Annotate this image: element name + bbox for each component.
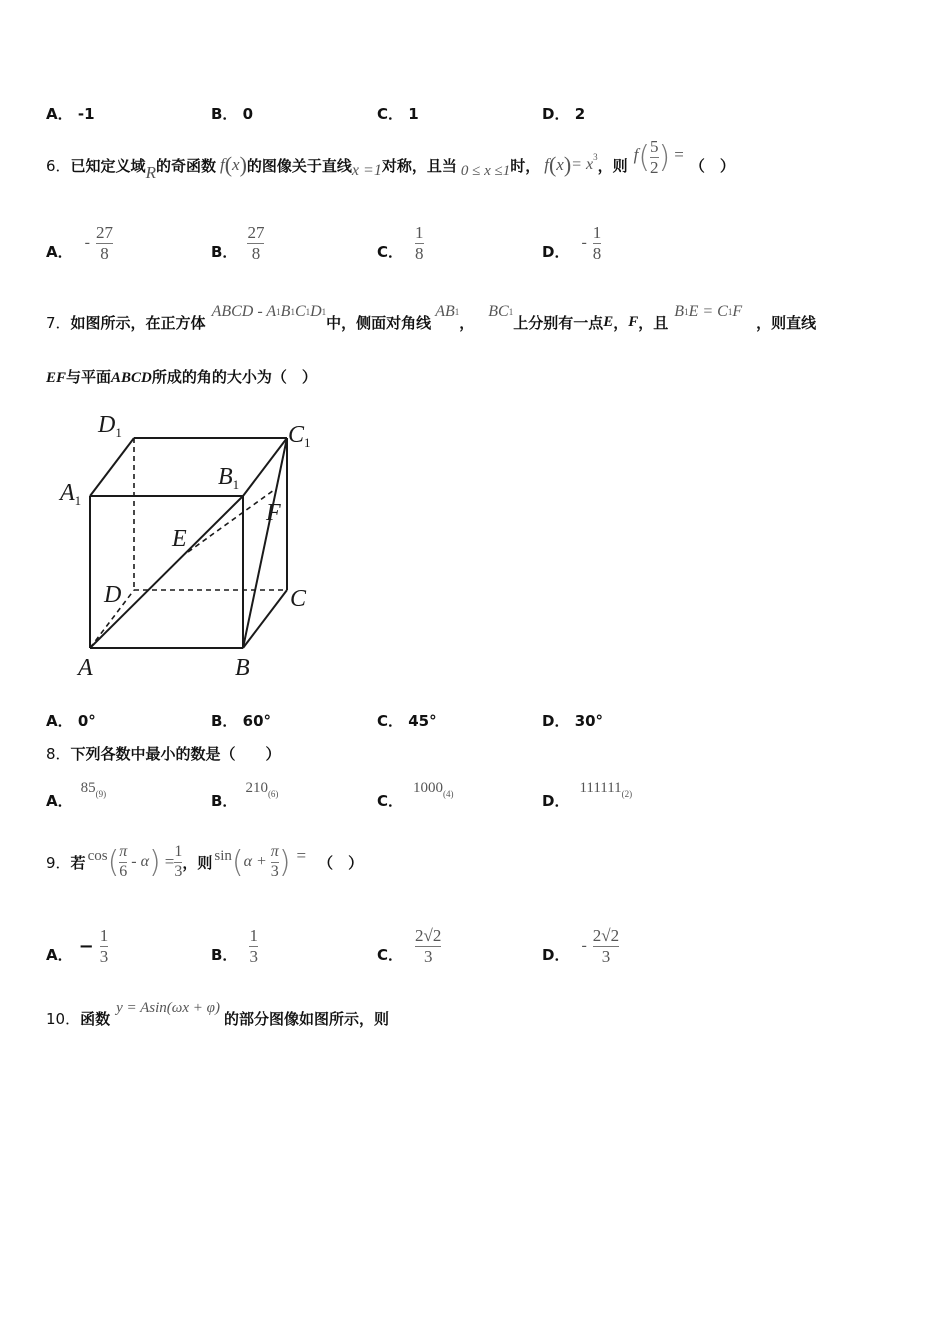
q9-stem: 9． 若 cos ( $\frac{\pi}{6}$ - α ) = $\frac{1}{3}$ ，则 sin ( α + $\frac{\pi}{3}$ ) = （ ） <box>46 843 364 880</box>
segment-ef <box>188 490 274 552</box>
q9-option-b: B． $\frac{1}{3}$ <box>211 925 258 966</box>
q7-option-b: B． 60° <box>211 712 272 730</box>
q7-stem: 7． 如图所示，在正方体 ABCD - A 1 B 1 C 1 D 1 中，侧面对角线 AB 1 ， BC 1 上分别有一点 E ， F ，且 B 1 E = C 1 F ，则直线 <box>46 303 817 332</box>
q6-option-c: C． $\frac{1}{8}$ <box>377 222 424 263</box>
q8-option-d: D．$111111_{(2)}$ <box>542 780 633 810</box>
q5-option-c: C． 1 <box>377 105 419 123</box>
q5-option-a: A． -1 <box>46 105 95 123</box>
q6-stem: 6． 已知定义域 R 的奇函数 f ( x ) 的图像关于直线 x =1 对称，且当 0 ≤ x ≤1 时， f ( x ) = x 3 ，则 f ( $\frac{5}{2}$ ) = （ ） <box>46 136 735 182</box>
q8-option-c: C．$1000_{(4)}$ <box>377 780 454 810</box>
diagonal-ab1 <box>90 496 243 648</box>
cube-figure <box>50 400 340 690</box>
label-c: C <box>290 586 307 612</box>
label-b1: $B_1$ <box>218 464 240 492</box>
label-c1: $C_1$ <box>288 422 311 450</box>
label-d: D <box>104 582 122 608</box>
q5-option-d: D． 2 <box>542 105 586 123</box>
q9-option-c: C． $\frac{2√2}{3}$ <box>377 925 442 966</box>
diagonal-bc1 <box>243 438 287 648</box>
q9-option-a: A． − $\frac{1}{3}$ <box>46 925 109 966</box>
label-f: F <box>266 500 281 526</box>
edge-a1-d1 <box>90 438 134 496</box>
q8-option-b: B．$210_{(6)}$ <box>211 780 279 810</box>
q10-stem: 10． 函数 y = Asin(ωx + φ) 的部分图像如图所示，则 <box>46 999 389 1028</box>
q5-option-b: B． 0 <box>211 105 254 123</box>
label-b: B <box>235 655 250 681</box>
label-d1: $D_1$ <box>98 412 122 440</box>
q8-stem: 8．下列各数中最小的数是（ ） <box>46 745 281 763</box>
q6-option-b: B． $\frac{27}{8}$ <box>211 222 265 263</box>
q6-option-d: D． - $\frac{1}{8}$ <box>542 222 602 263</box>
q6-option-a: A． - $\frac{27}{8}$ <box>46 222 113 263</box>
q8-option-a: A．$85_{(9)}$ <box>46 780 107 810</box>
q7-stem-line2: EF与平面ABCD所成的角的大小为（ ） <box>46 368 317 386</box>
label-a1: $A_1$ <box>60 480 82 508</box>
label-e: E <box>172 526 187 552</box>
q7-option-c: C． 45° <box>377 712 437 730</box>
q7-option-d: D． 30° <box>542 712 604 730</box>
label-a: A <box>78 655 93 681</box>
q7-option-a: A． 0° <box>46 712 96 730</box>
q9-option-d: D． - $\frac{2√2}{3}$ <box>542 925 620 966</box>
